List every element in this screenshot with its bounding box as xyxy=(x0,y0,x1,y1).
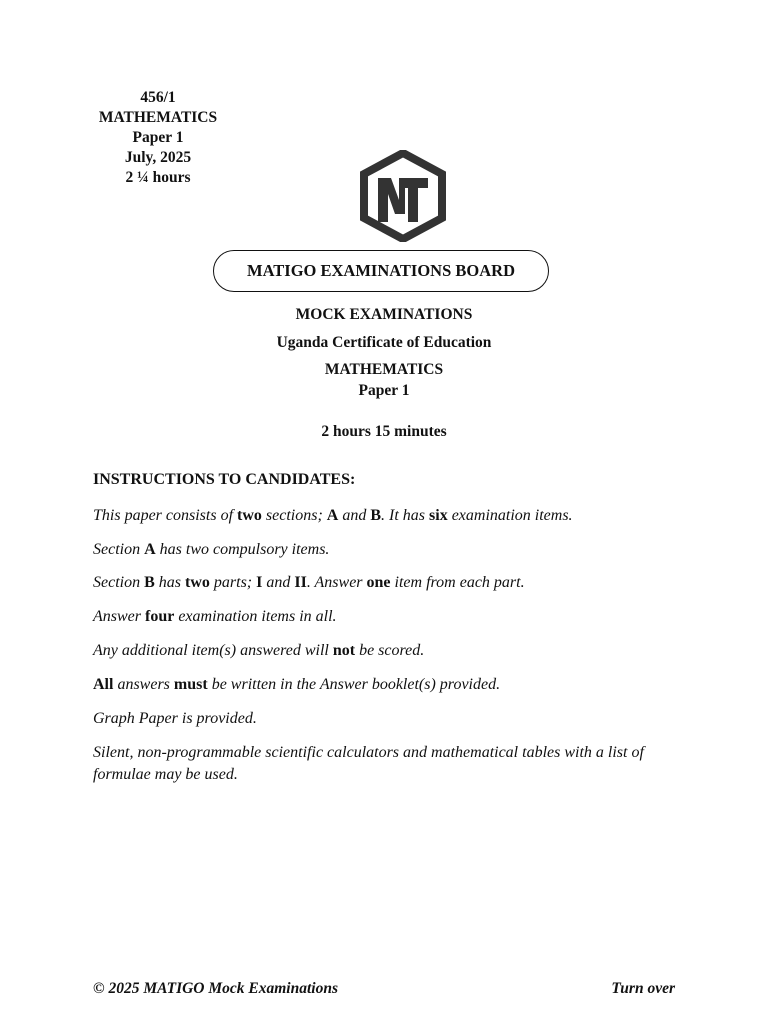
instruction-text: Answer xyxy=(93,608,145,625)
instruction-emphasis: one xyxy=(366,574,391,591)
instruction-emphasis: not xyxy=(332,642,356,659)
instruction-item xyxy=(93,708,693,730)
instruction-item xyxy=(93,742,683,786)
paper-subject: MATHEMATICS xyxy=(98,109,218,126)
instruction-text: sections; xyxy=(261,507,327,524)
instruction-text: has two compulsory items. xyxy=(155,541,330,558)
exam-paper: Paper 1 xyxy=(358,382,410,399)
instruction-emphasis: two xyxy=(185,574,210,591)
instructions-heading: INSTRUCTIONS TO CANDIDATES: xyxy=(93,471,356,488)
instruction-text: has xyxy=(154,574,185,591)
board-title-box xyxy=(213,250,549,292)
exam-time: 2 hours 15 minutes xyxy=(321,423,447,440)
instruction-text: Section xyxy=(93,541,145,558)
instruction-text: and xyxy=(262,574,295,591)
instruction-emphasis: must xyxy=(173,676,208,693)
instruction-text: examination items. xyxy=(447,507,573,524)
instruction-text: examination items in all. xyxy=(174,608,337,625)
instruction-item xyxy=(93,505,693,527)
board-title: MATIGO EXAMINATIONS BOARD xyxy=(247,261,515,280)
instruction-text: be written in the Answer booklet(s) provided. xyxy=(207,676,501,693)
instruction-item xyxy=(93,674,693,696)
paper-header xyxy=(88,88,228,188)
instruction-text: be scored. xyxy=(355,642,425,659)
instruction-emphasis: six xyxy=(429,507,448,524)
page-footer xyxy=(93,980,675,998)
paper-date: July, 2025 xyxy=(124,149,192,166)
instruction-text: This paper consists of xyxy=(93,507,238,524)
instruction-text: and xyxy=(338,507,371,524)
paper-code: 456/1 xyxy=(140,89,176,106)
instruction-text: Any additional item(s) answered will xyxy=(93,642,333,659)
instruction-text: Graph Paper is provided. xyxy=(93,710,257,727)
instruction-emphasis: II xyxy=(294,574,307,591)
instruction-item xyxy=(93,539,693,561)
instruction-item xyxy=(93,640,693,662)
paper-duration: 2 ¼ hours xyxy=(125,169,191,186)
mt-logo-icon xyxy=(358,150,448,242)
certificate-name: Uganda Certificate of Education xyxy=(276,334,492,351)
instruction-text: Section xyxy=(93,574,145,591)
instruction-emphasis: B xyxy=(144,574,155,591)
copyright-text: © 2025 MATIGO Mock Examinations xyxy=(93,980,338,997)
exam-subject: MATHEMATICS xyxy=(324,361,444,378)
instruction-item xyxy=(93,606,693,628)
instruction-emphasis: four xyxy=(145,608,175,625)
paper-number: Paper 1 xyxy=(132,129,184,146)
instruction-text: parts; xyxy=(209,574,257,591)
instruction-text: . It has xyxy=(381,507,430,524)
instruction-item xyxy=(93,572,693,594)
turn-over-text: Turn over xyxy=(611,980,675,997)
instruction-text: answers xyxy=(113,676,174,693)
instruction-text: item from each part. xyxy=(390,574,525,591)
instruction-emphasis: B xyxy=(370,507,382,524)
exam-type: MOCK EXAMINATIONS xyxy=(295,306,473,323)
instruction-emphasis: I xyxy=(256,574,263,591)
instruction-emphasis: A xyxy=(144,541,156,558)
instruction-emphasis: two xyxy=(237,507,262,524)
instruction-text: . Answer xyxy=(306,574,367,591)
instruction-emphasis: A xyxy=(326,507,339,524)
instruction-text: Silent, non-programmable scientific calculators and mathematical tables with a list of formulae may be used. xyxy=(93,744,644,783)
instruction-emphasis: All xyxy=(93,676,114,693)
